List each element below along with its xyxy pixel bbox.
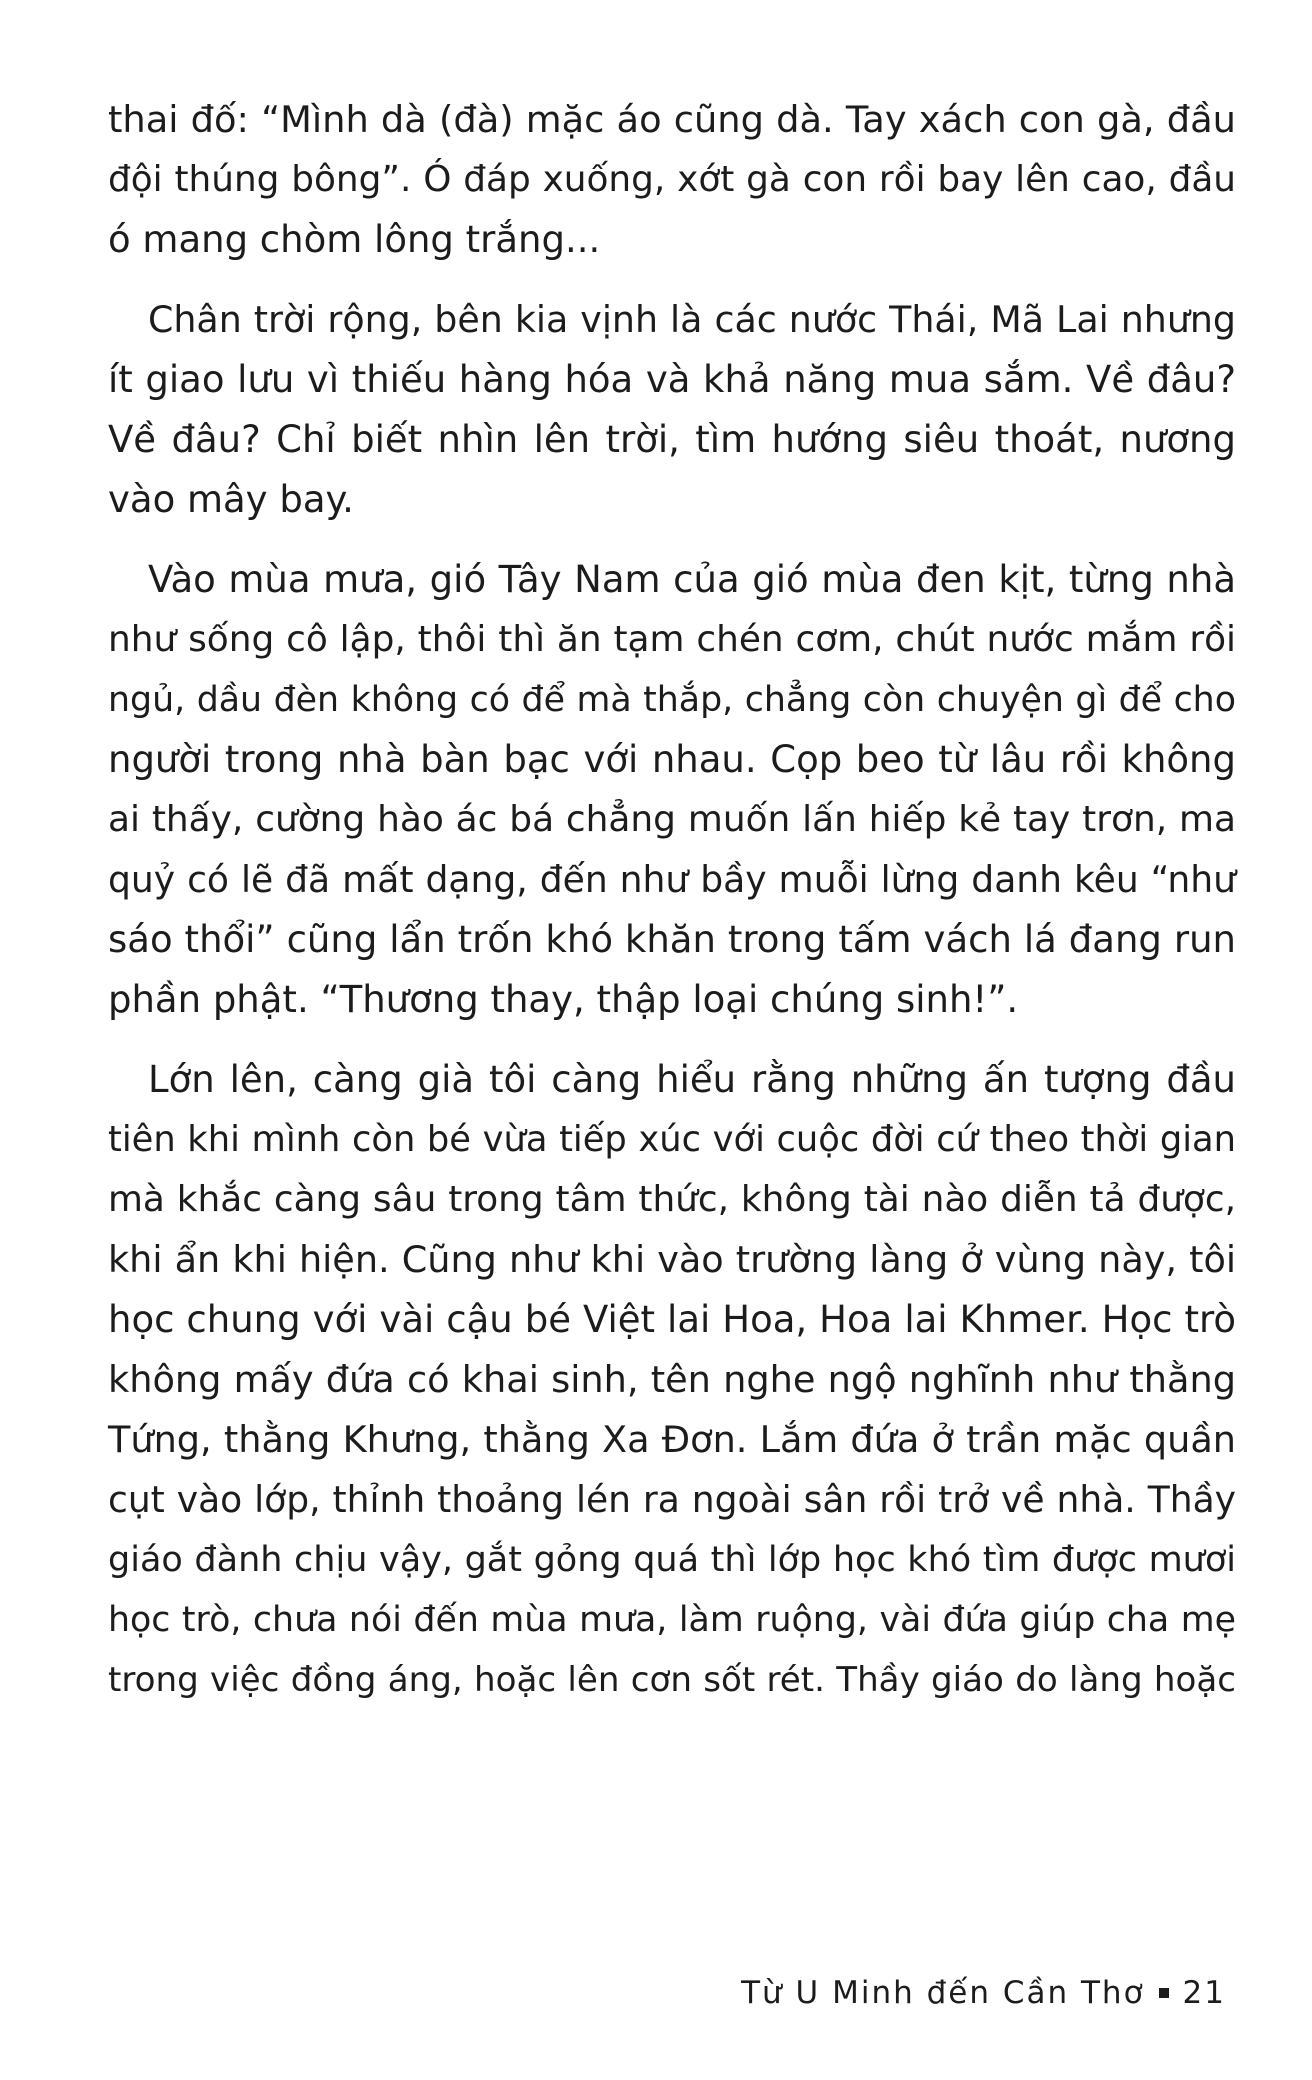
text-line: học chung với vài cậu bé Việt lai Hoa, Hoa lai Khmer. Học trò [108, 1298, 1236, 1341]
text-line: Chân trời rộng, bên kia vịnh là các nước Thái, Mã Lai nhưng [148, 298, 1236, 341]
paragraph-3 [108, 550, 1236, 1030]
page-number: 21 [1182, 1975, 1226, 2011]
separator-bullet-icon [1159, 1988, 1169, 1998]
paragraph-4 [108, 1050, 1236, 1710]
text-line: tiên khi mình còn bé vừa tiếp xúc với cuộc đời cứ theo thời gian [108, 1119, 1236, 1160]
text-line: cụt vào lớp, thỉnh thoảng lén ra ngoài sân rồi trở về nhà. Thầy [108, 1479, 1236, 1521]
text-line: như sống cô lập, thôi thì ăn tạm chén cơm, chút nước mắm rồi [108, 619, 1236, 660]
text-line: thai đố: “Mình dà (đà) mặc áo cũng dà. Tay xách con gà, đầu [108, 98, 1236, 141]
text-line: không mấy đứa có khai sinh, tên nghe ngộ nghĩnh như thằng [108, 1358, 1236, 1401]
text-line: phần phật. “Thương thay, thập loại chúng sinh!”. [108, 978, 1019, 1021]
body-text [108, 90, 1236, 1730]
text-line: sáo thổi” cũng lẩn trốn khó khăn trong tấm vách lá đang run [108, 918, 1236, 961]
paragraph-1 [108, 90, 1236, 270]
text-line: người trong nhà bàn bạc với nhau. Cọp beo từ lâu rồi không [108, 738, 1236, 781]
text-line: Lớn lên, càng già tôi càng hiểu rằng những ấn tượng đầu [148, 1058, 1236, 1101]
running-title: Từ U Minh đến Cần Thơ [741, 1975, 1145, 2011]
text-line: giáo đành chịu vậy, gắt gỏng quá thì lớp học khó tìm được mươi [108, 1540, 1236, 1580]
text-line: ó mang chòm lông trắng... [108, 218, 601, 261]
text-line: đội thúng bông”. Ó đáp xuống, xớt gà con rồi bay lên cao, đầu [108, 159, 1236, 200]
text-line: ngủ, dầu đèn không có để mà thắp, chẳng còn chuyện gì để cho [108, 680, 1236, 720]
text-line: ai thấy, cường hào ác bá chẳng muốn lấn hiếp kẻ tay trơn, ma [108, 799, 1236, 840]
text-line: Vào mùa mưa, gió Tây Nam của gió mùa đen kịt, từng nhà [148, 558, 1236, 601]
text-line: trong việc đồng áng, hoặc lên cơn sốt rét. Thầy giáo do làng hoặc [108, 1660, 1236, 1700]
text-line: quỷ có lẽ đã mất dạng, đến như bầy muỗi lừng danh kêu “như [108, 858, 1236, 901]
text-line: khi ẩn khi hiện. Cũng như khi vào trường làng ở vùng này, tôi [108, 1238, 1236, 1281]
text-line: Tứng, thằng Khưng, thằng Xa Đơn. Lắm đứa ở trần mặc quần [108, 1418, 1236, 1461]
text-line: học trò, chưa nói đến mùa mưa, làm ruộng, vài đứa giúp cha mẹ [108, 1600, 1236, 1640]
text-line: Về đâu? Chỉ biết nhìn lên trời, tìm hướng siêu thoát, nương [108, 418, 1236, 461]
page-footer [741, 1975, 1226, 2011]
text-line: vào mây bay. [108, 478, 354, 521]
paragraph-2 [108, 290, 1236, 530]
text-line: mà khắc càng sâu trong tâm thức, không tài nào diễn tả được, [108, 1179, 1236, 1220]
text-line: ít giao lưu vì thiếu hàng hóa và khả năng mua sắm. Về đâu? [108, 358, 1236, 401]
